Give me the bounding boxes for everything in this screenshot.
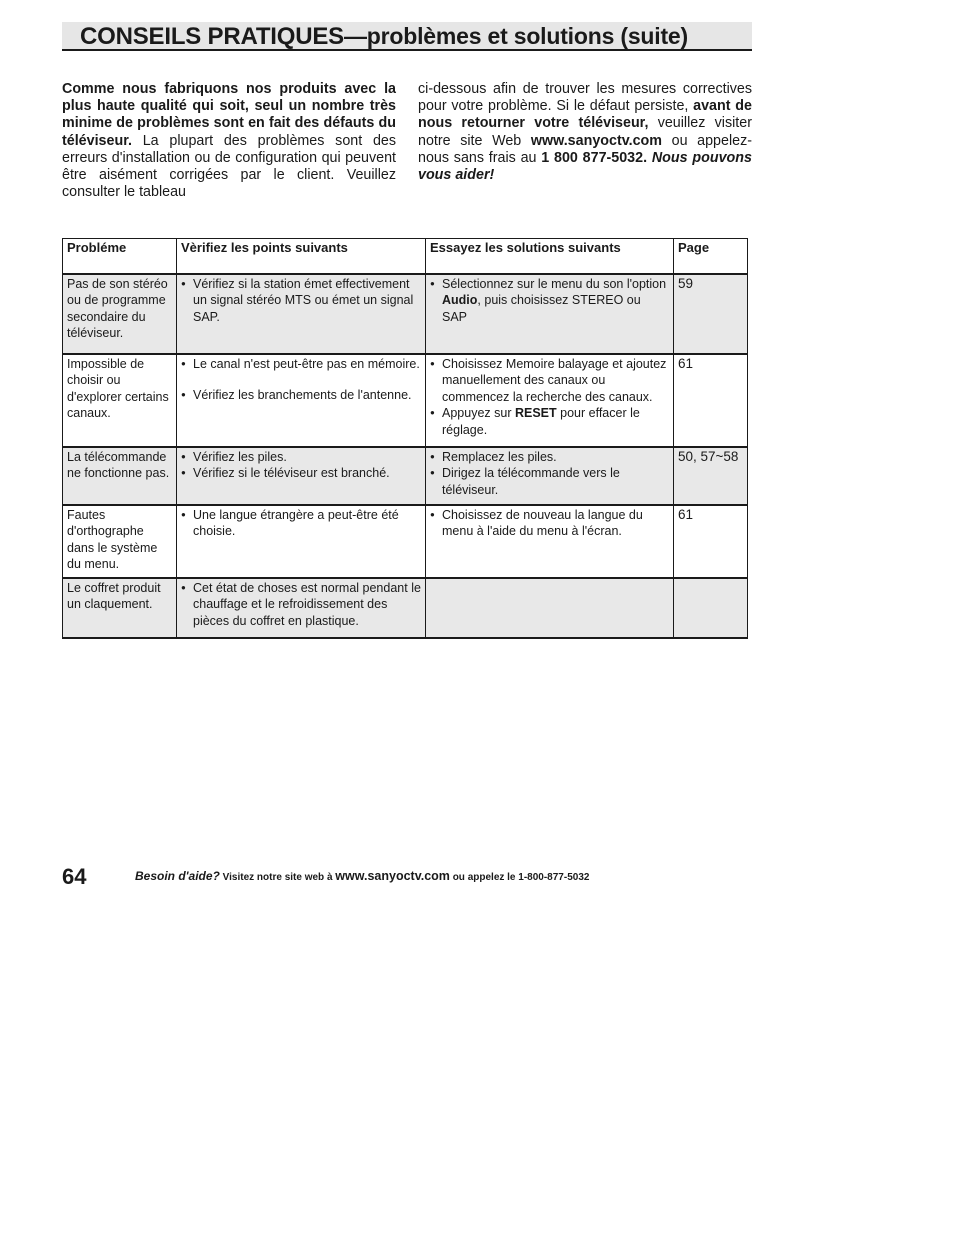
intro-bold-text: avant de nous retourner votre téléviseur,	[418, 98, 752, 132]
column-header-solutions: Essayez les solutions suivants	[426, 239, 674, 274]
problem-cell: Fautes d'orthographe dans le système du menu.	[63, 505, 177, 578]
solution-item: ● Dirigez la télécommande vers le téléviseur.	[430, 465, 669, 498]
solution-item: ● Choisissez Memoire balayage et ajoutez manuellement des canaux ou commencez la recherche des canaux.	[430, 356, 669, 406]
table-row	[63, 505, 748, 578]
checks-cell	[177, 274, 426, 354]
intro-text: ci-dessous afin de trouver les mesures correctives pour votre problème. Si le défaut persiste,	[418, 81, 752, 115]
column-header-problem: Probléme	[63, 239, 177, 274]
checks-cell	[177, 354, 426, 447]
solution-text: Sélectionnez sur le menu du son l'option	[442, 276, 667, 291]
table-row	[63, 447, 748, 505]
page-cell: 61	[674, 354, 748, 447]
intro-bold-text: Comme nous fabriquons nos produits avec la plus haute qualité qui soit, seul un nombre très minime de problèmes sont en fait des défauts du téléviseur.	[62, 81, 396, 149]
check-item: ● Une langue étrangère a peut-être été choisie.	[181, 507, 421, 540]
solution-keyword: RESET	[514, 406, 557, 420]
check-item: ● Le canal n'est peut-être pas en mémoire.	[181, 356, 421, 373]
column-header-checks: Vèrifiez les points suivants	[177, 239, 426, 274]
page-title	[80, 22, 688, 51]
page-cell: 61	[674, 505, 748, 578]
troubleshooting-table	[62, 238, 748, 639]
page-title-main: CONSEILS PRATIQUES	[80, 23, 344, 50]
checks-cell	[177, 505, 426, 578]
page-cell	[674, 578, 748, 638]
check-item: ● Vérifiez si le téléviseur est branché.	[181, 465, 421, 482]
problem-cell: Le coffret produit un claquement.	[63, 578, 177, 638]
checks-cell	[177, 447, 426, 505]
solution-keyword: Audio	[442, 293, 478, 307]
solution-item: ● Choisissez de nouveau la langue du menu à l'aide du menu à l'écran.	[430, 507, 669, 540]
table-row	[63, 354, 748, 447]
footer-visit: Visitez notre site web à	[219, 872, 336, 883]
solutions-cell	[426, 578, 674, 638]
solutions-cell	[426, 354, 674, 447]
phone-number: 1 800 877-5032.	[541, 149, 648, 166]
solution-text: , puis choisissez STEREO ou SAP	[442, 293, 641, 324]
footer-help-line	[135, 869, 589, 883]
intro-text: ou appelez-nous sans frais au	[418, 132, 752, 166]
table-row	[63, 578, 748, 638]
footer-call: ou appelez le 1-800-877-5032	[449, 872, 590, 883]
check-item: ● Vérifiez les piles.	[181, 449, 421, 466]
solution-item	[430, 276, 669, 326]
intro-right-column	[418, 81, 752, 184]
problem-cell: Pas de son stéréo ou de programme secondaire du téléviseur.	[63, 274, 177, 354]
solution-text: Appuyez sur	[442, 406, 515, 420]
table-row	[63, 274, 748, 354]
intro-tagline: Nous pouvons vous aider!	[418, 149, 752, 184]
intro-text: veuillez visiter notre site Web	[418, 115, 752, 149]
table-header-row	[63, 239, 748, 274]
check-item: ● Vérifiez les branchements de l'antenne.	[181, 387, 421, 404]
page-cell: 50, 57~58	[674, 447, 748, 505]
footer-help: Besoin d'aide?	[135, 869, 220, 883]
page-number: 64	[62, 864, 87, 889]
intro-text: La plupart des problèmes sont des erreurs d'installation ou de configuration qui peuvent être aisément corrigées par le client. Veuillez consulter le tableau	[62, 132, 396, 201]
footer-url: www.sanyoctv.com	[335, 869, 450, 883]
page-cell: 59	[674, 274, 748, 354]
column-header-page: Page	[674, 239, 748, 274]
solutions-cell	[426, 447, 674, 505]
solution-item	[430, 405, 669, 438]
intro-left-column	[62, 81, 396, 201]
solutions-cell	[426, 505, 674, 578]
check-item: ● Cet état de choses est normal pendant le chauffage et le refroidissement des pièces du coffret en plastique.	[181, 580, 421, 630]
solutions-cell	[426, 274, 674, 354]
solution-item: ● Remplacez les piles.	[430, 449, 669, 466]
check-item: ● Vérifiez si la station émet effectivement un signal stéréo MTS ou émet un signal SAP.	[181, 276, 421, 326]
page-title-sub: —problèmes et solutions (suite)	[344, 23, 688, 49]
page-header	[62, 22, 752, 51]
problem-cell: La télécommande ne fonctionne pas.	[63, 447, 177, 505]
solution-text: pour effacer le réglage.	[442, 406, 640, 437]
checks-cell	[177, 578, 426, 638]
website-link: www.sanyoctv.com	[530, 132, 662, 149]
problem-cell: Impossible de choisir ou d'explorer certains canaux.	[63, 354, 177, 447]
